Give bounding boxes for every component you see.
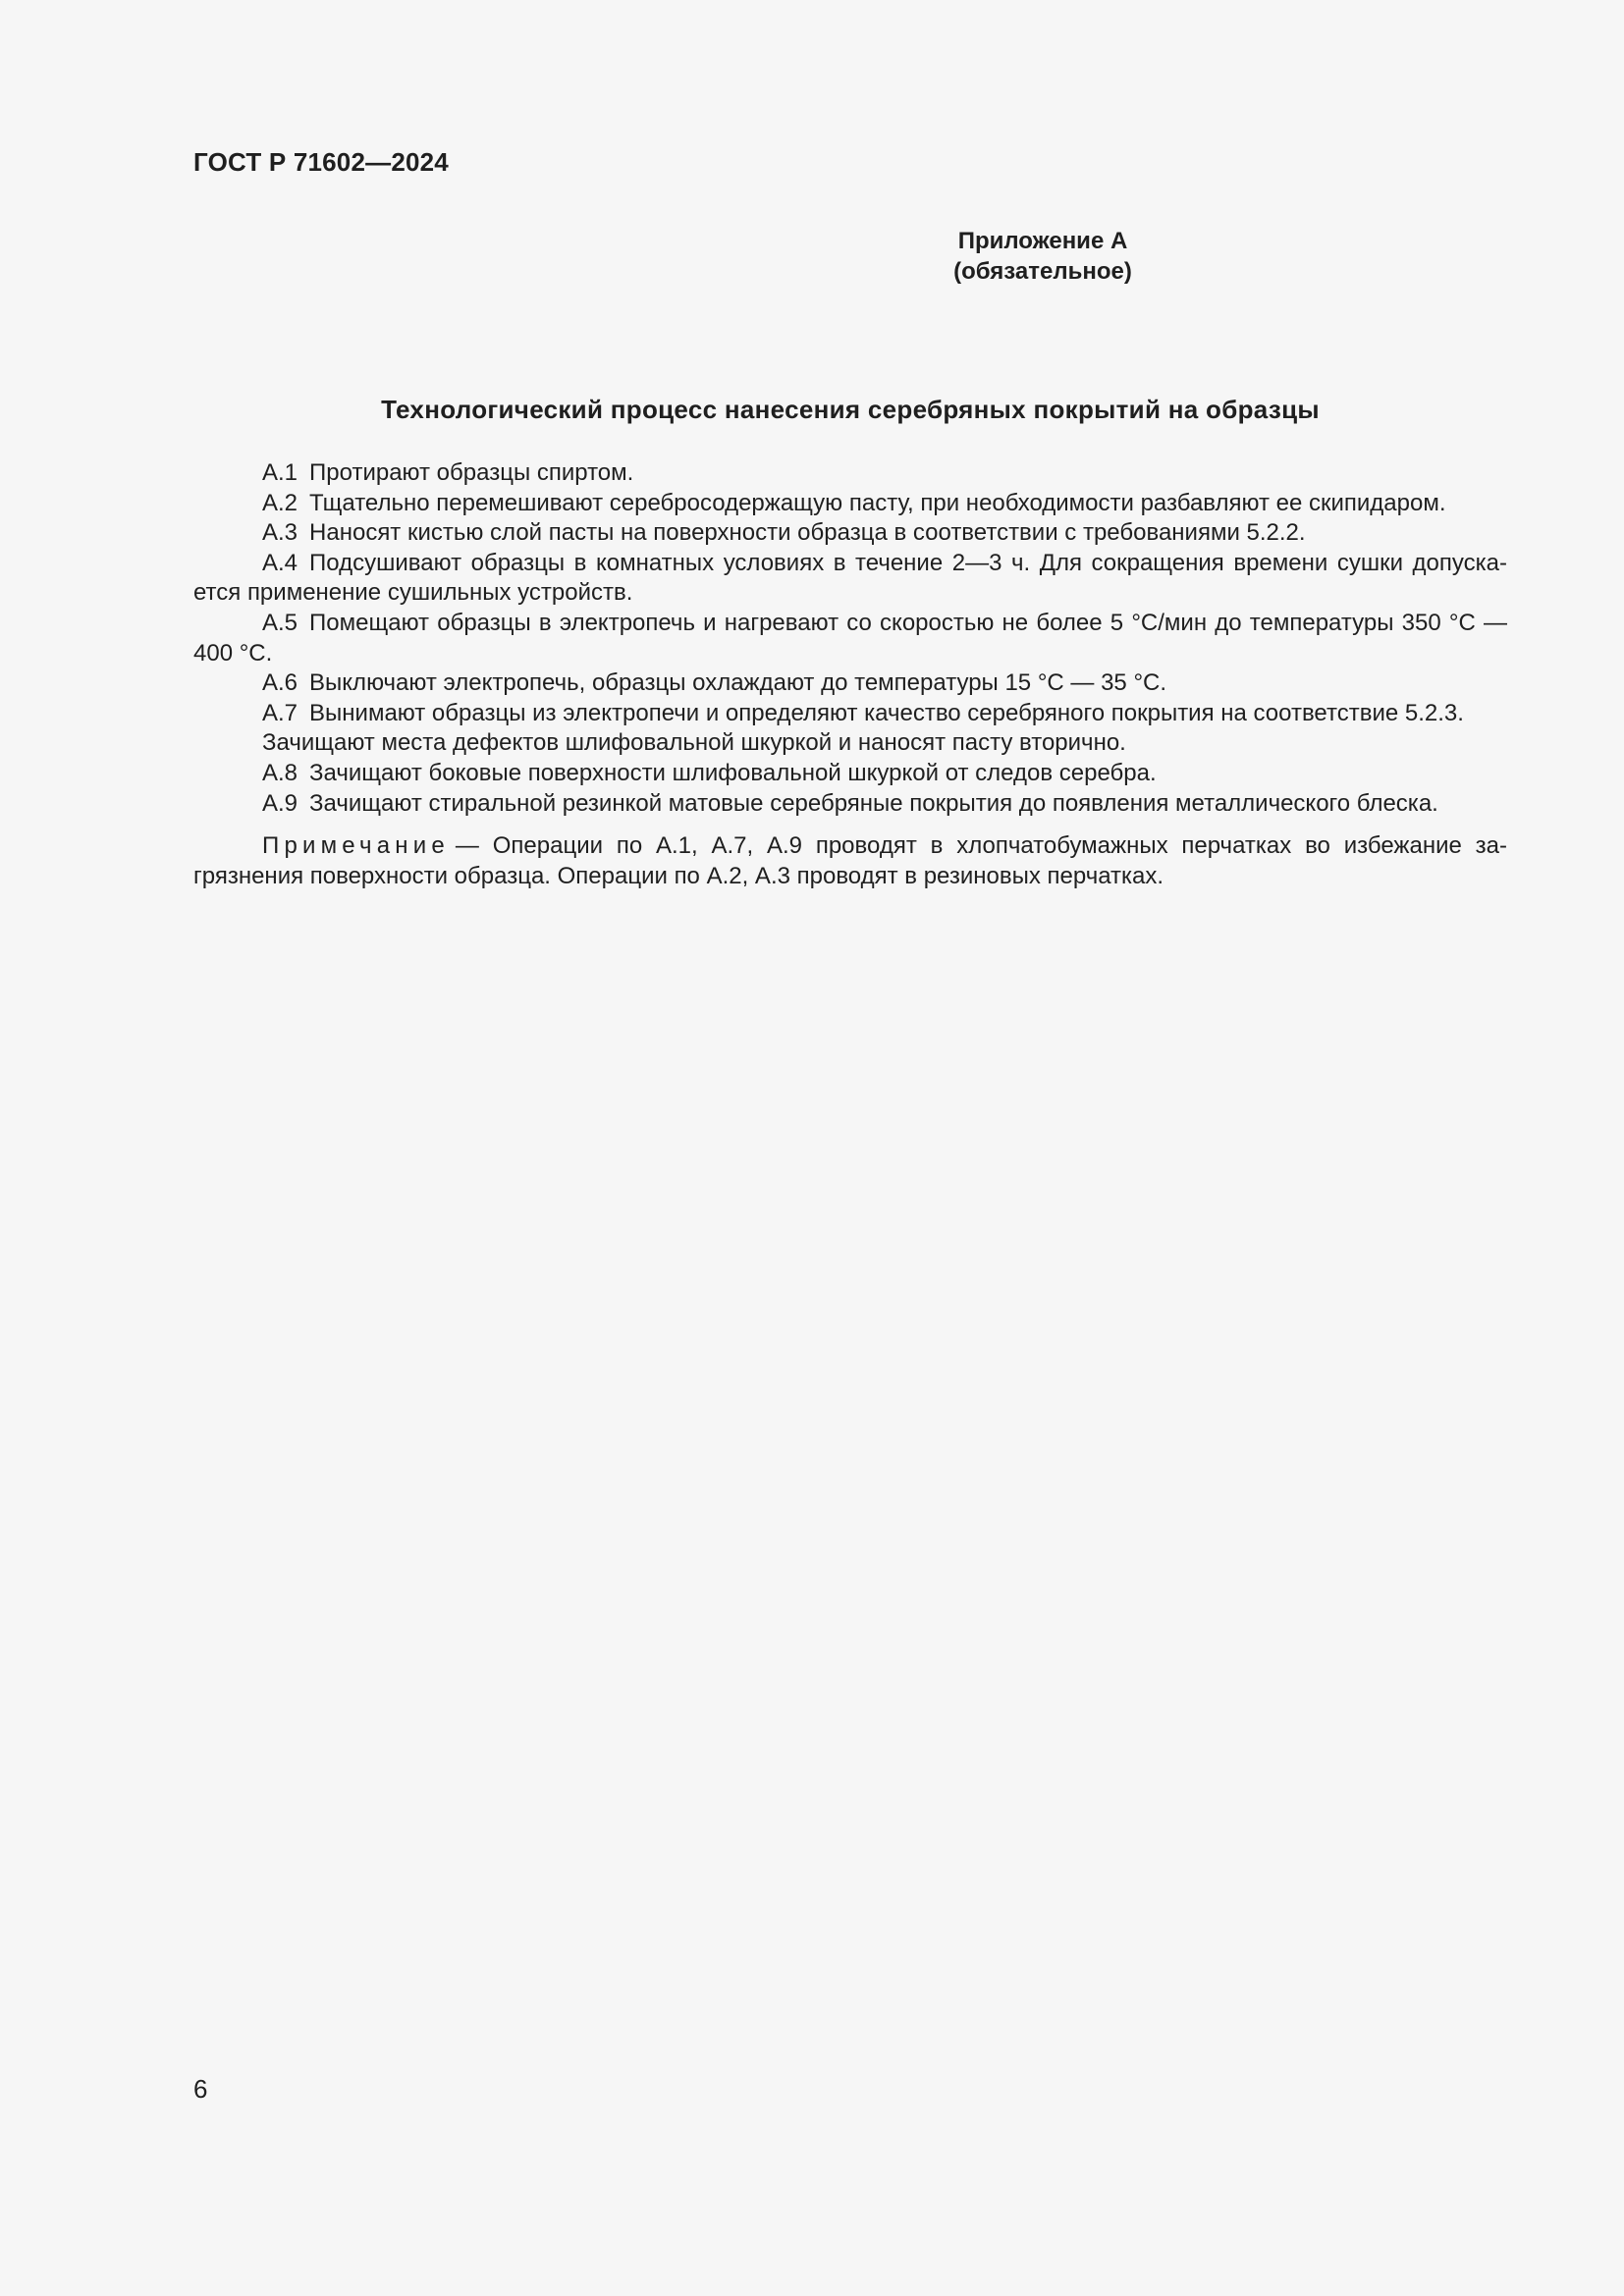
item-number: А.8 [262, 759, 298, 786]
item-number: А.4 [262, 549, 298, 576]
item-number: А.9 [262, 789, 298, 817]
item-text: Помещают образцы в электропечь и нагревают со скоростью не более 5 °С/мин до температуры 350 °С — 400 °С. [193, 609, 1507, 667]
item-number: А.6 [262, 669, 298, 697]
item-text: Подсушивают образцы в комнатных условиях в течение 2—3 ч. Для сокращения времени сушки допускается применение сушильных устройств. [193, 549, 1507, 607]
list-item [193, 609, 1507, 668]
list-item [193, 518, 1507, 549]
item-text: Выключают электропечь, образцы охлаждают до температуры 15 °С — 35 °С. [309, 669, 1167, 697]
note-text: — Операции по А.1, А.7, А.9 проводят в хлопчатобумажных перчатках во избежание загрязнения поверхности образца. Операции по А.2, А.3 проводят в резиновых перчатках. [193, 832, 1507, 889]
item-number: А.3 [262, 519, 298, 547]
list-item [193, 489, 1507, 519]
appendix-heading [193, 226, 1507, 287]
page-number: 6 [193, 2074, 208, 2104]
note-label: Примечание [262, 832, 450, 860]
item-text: Зачищают боковые поверхности шлифовальной шкуркой от следов серебра. [309, 759, 1157, 786]
section-title: Технологический процесс нанесения серебряных покрытий на образцы [381, 395, 1320, 424]
item-text: Тщательно перемешивают серебросодержащую пасту, при необходимости разбавляют ее скипидаром. [309, 489, 1446, 516]
item-number: А.5 [262, 609, 298, 636]
item-text: Наносят кистью слой пасты на поверхности образца в соответствии с требованиями 5.2.2. [309, 519, 1306, 547]
list-item [193, 549, 1507, 609]
note [193, 831, 1507, 891]
document-code: ГОСТ Р 71602—2024 [193, 147, 449, 177]
item-text: Вынимают образцы из электропечи и определяют качество серебряного покрытия на соответствие 5.2.3. [309, 699, 1464, 726]
list-item-continuation [193, 728, 1507, 759]
item-number: А.2 [262, 489, 298, 516]
item-number: А.7 [262, 699, 298, 726]
appendix-status: (обязательное) [953, 258, 1132, 285]
list-item [193, 789, 1507, 820]
appendix-title: Приложение А [957, 228, 1128, 254]
procedure-list [193, 458, 1507, 891]
item-text: Зачищают места дефектов шлифовальной шкуркой и наносят пасту вторично. [262, 729, 1126, 757]
list-item [193, 759, 1507, 789]
list-item [193, 668, 1507, 699]
item-text: Протирают образцы спиртом. [309, 459, 634, 486]
list-item [193, 458, 1507, 489]
list-item [193, 699, 1507, 729]
item-text: Зачищают стиральной резинкой матовые серебряные покрытия до появления металлического блеска. [309, 789, 1438, 817]
item-number: А.1 [262, 459, 298, 486]
